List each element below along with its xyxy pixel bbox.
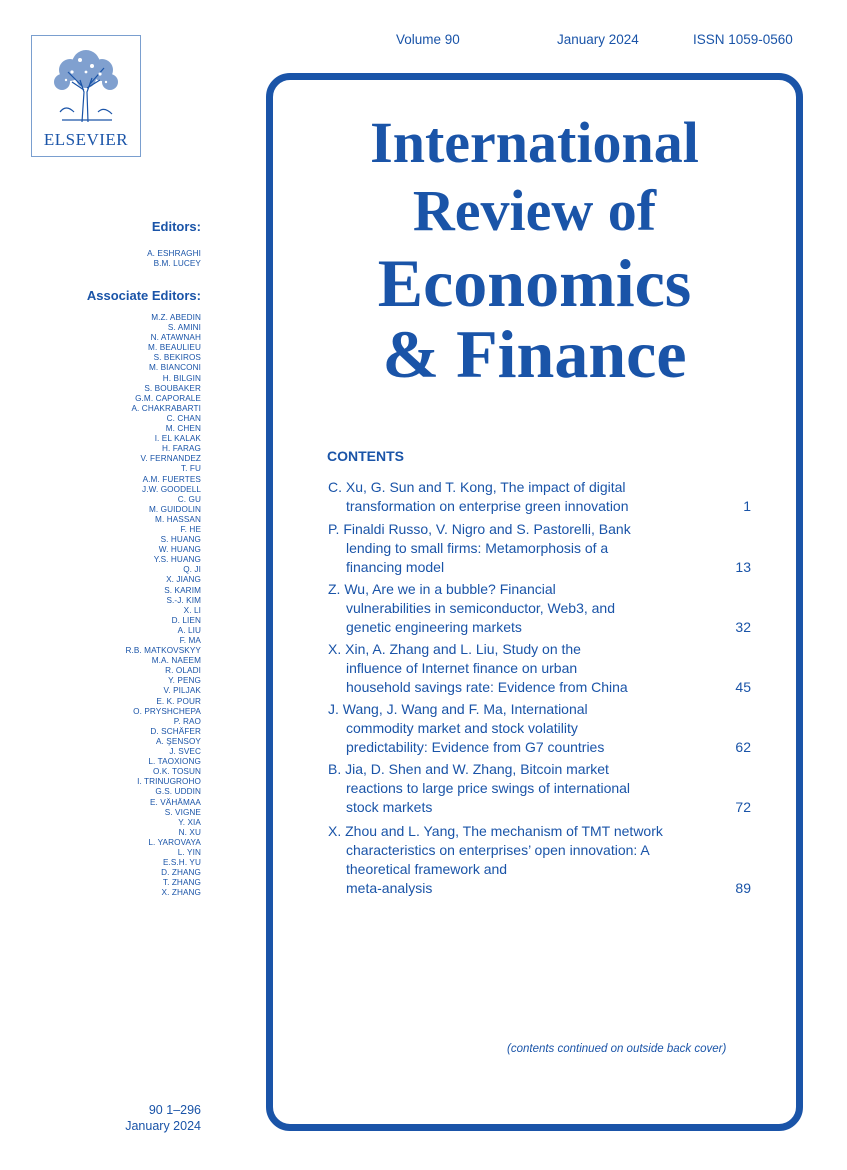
editor-name: N. XU bbox=[178, 827, 201, 837]
editor-name: J. SVEC bbox=[169, 747, 201, 757]
editor-name: M.Z. ABEDIN bbox=[151, 313, 201, 322]
editor-name: T. ZHANG bbox=[162, 878, 201, 888]
editor-name: A. ESHRAGHI bbox=[147, 249, 201, 258]
editor-name: A. CHAKRABARTI bbox=[131, 403, 201, 413]
editor-name: L. YAROVAYA bbox=[148, 837, 201, 847]
editor-name: X. ZHANG bbox=[161, 888, 201, 898]
entry-page-number: 13 bbox=[735, 559, 751, 575]
editor-name: M. HASSAN bbox=[155, 514, 201, 524]
editor-name: S. HUANG bbox=[160, 535, 201, 545]
editor-name: P. RAO bbox=[173, 716, 201, 726]
editor-name: S. BOUBAKER bbox=[144, 383, 201, 393]
volume-number: Volume 90 bbox=[396, 32, 460, 47]
editor-name: Y. PENG bbox=[168, 676, 201, 686]
editor-name: X. LI bbox=[183, 605, 201, 615]
editor-name: L. TAOXIONG bbox=[148, 757, 201, 767]
editor-name: C. CHAN bbox=[166, 413, 201, 423]
editor-name: M. CHEN bbox=[165, 424, 201, 434]
editor-name: R.B. MATKOVSKYY bbox=[125, 646, 201, 656]
editor-name: S. VIGNE bbox=[164, 807, 201, 817]
entry-page-number: 45 bbox=[735, 679, 751, 695]
entry-title-continued: meta-analysis bbox=[346, 880, 433, 896]
journal-title-line-1: International bbox=[370, 110, 699, 175]
editor-name: F. MA bbox=[179, 636, 201, 645]
associate-editors-heading: Associate Editors: bbox=[86, 288, 201, 303]
entry-title-continued: predictability: Evidence from G7 countries bbox=[346, 739, 605, 755]
associate-editors-list bbox=[125, 313, 201, 898]
entry-page-number: 62 bbox=[735, 739, 751, 755]
entry-title-continued: vulnerabilities in semiconductor, Web3, and bbox=[346, 600, 616, 616]
issue-range: 90 1–296 bbox=[148, 1103, 201, 1117]
editor-name: E. K. POUR bbox=[156, 696, 201, 706]
entry-page-number: 1 bbox=[743, 498, 751, 514]
entry-authors-title: P. Finaldi Russo, V. Nigro and S. Pastorelli, Bank bbox=[328, 521, 631, 537]
editor-name: Q. JI bbox=[183, 565, 201, 575]
entry-title-continued: transformation on enterprise green innovation bbox=[346, 498, 629, 514]
editor-name: V. PILJAK bbox=[163, 686, 201, 696]
editor-name: N. ATAWNAH bbox=[150, 333, 201, 343]
entry-authors-title: Z. Wu, Are we in a bubble? Financial bbox=[328, 581, 556, 597]
entry-authors-title: B. Jia, D. Shen and W. Zhang, Bitcoin market bbox=[328, 761, 609, 777]
editor-name: H. FARAG bbox=[161, 444, 201, 454]
editor-name: G.M. CAPORALE bbox=[135, 393, 201, 403]
entry-title-continued: stock markets bbox=[346, 799, 433, 815]
entry-page-number: 72 bbox=[735, 799, 751, 815]
editor-name: A. LIU bbox=[177, 625, 201, 635]
editor-name: G.S. UDDIN bbox=[155, 787, 201, 797]
entry-title-continued: influence of Internet finance on urban bbox=[346, 660, 578, 676]
editor-name: J.W. GOODELL bbox=[142, 484, 201, 494]
issn: ISSN 1059-0560 bbox=[693, 32, 793, 47]
editor-name: B.M. LUCEY bbox=[153, 259, 201, 269]
entry-title-continued: household savings rate: Evidence from China bbox=[346, 679, 628, 695]
entry-title-continued: theoretical framework and bbox=[346, 861, 508, 877]
editor-name: S. AMINI bbox=[167, 323, 201, 333]
editor-name: W. HUANG bbox=[158, 545, 201, 555]
editor-name: E.S.H. YU bbox=[162, 858, 201, 868]
editor-name: S.-J. KIM bbox=[166, 595, 201, 605]
publisher-name: ELSEVIER bbox=[43, 130, 129, 149]
entry-title-continued: lending to small firms: Metamorphosis of a bbox=[346, 540, 609, 556]
editor-name: D. ZHANG bbox=[161, 868, 201, 878]
editor-name: R. OLADI bbox=[165, 666, 201, 676]
editor-name: O. PRYSHCHEPA bbox=[133, 706, 201, 716]
editors-heading: Editors: bbox=[151, 219, 201, 234]
editor-name: V. FERNANDEZ bbox=[140, 454, 201, 464]
journal-title-line-2: Review of bbox=[412, 178, 657, 243]
editor-name: Y. XIA bbox=[178, 817, 201, 827]
entry-authors-title: X. Zhou and L. Yang, The mechanism of TMT network bbox=[328, 823, 663, 839]
editor-name: M. GUIDOLIN bbox=[148, 504, 201, 514]
contents-heading: CONTENTS bbox=[327, 448, 404, 464]
editors-list bbox=[147, 249, 201, 269]
journal-title-line-3: Economics bbox=[377, 245, 692, 321]
entry-authors-title: J. Wang, J. Wang and F. Ma, International bbox=[328, 701, 588, 717]
editor-name: M. BEAULIEU bbox=[148, 343, 201, 353]
journal-title-line-4: & Finance bbox=[382, 316, 687, 392]
editor-name: D. LIEN bbox=[171, 615, 201, 625]
editor-name: D. SCHÄFER bbox=[150, 726, 201, 736]
entry-page-number: 89 bbox=[735, 880, 751, 896]
editor-name: I. TRINUGROHO bbox=[137, 777, 201, 787]
entry-title-continued: characteristics on enterprises’ open innovation: A bbox=[346, 842, 650, 858]
entry-authors-title: C. Xu, G. Sun and T. Kong, The impact of digital bbox=[328, 479, 626, 495]
editor-name: Y.S. HUANG bbox=[153, 555, 201, 565]
editor-name: H. BILGIN bbox=[162, 373, 201, 383]
editor-name: X. JIANG bbox=[166, 575, 201, 585]
publisher-logo bbox=[31, 35, 141, 157]
issue-info-date: January 2024 bbox=[125, 1119, 201, 1133]
editor-name: A.M. FUERTES bbox=[142, 474, 201, 484]
editor-name: F. HE bbox=[180, 524, 201, 534]
entry-title-continued: financing model bbox=[346, 559, 445, 575]
editor-name: T. FU bbox=[180, 464, 201, 474]
editor-name: E. VÄHÄMAA bbox=[149, 797, 201, 807]
editor-name: I. EL KALAK bbox=[154, 434, 201, 444]
issue-info bbox=[125, 1102, 201, 1134]
editor-name: S. KARIM bbox=[164, 585, 201, 595]
editor-name: L. YIN bbox=[177, 847, 201, 857]
entry-authors-title: X. Xin, A. Zhang and L. Liu, Study on the bbox=[328, 641, 581, 657]
editor-name: A. ŞENSOY bbox=[155, 736, 201, 746]
editor-name: C. GU bbox=[177, 494, 201, 504]
entry-title-continued: reactions to large price swings of international bbox=[346, 780, 631, 796]
editor-name: M.A. NAEEM bbox=[151, 656, 201, 666]
entry-title-continued: commodity market and stock volatility bbox=[346, 720, 578, 736]
issue-date: January 2024 bbox=[557, 32, 639, 47]
elsevier-tree-icon bbox=[42, 42, 130, 130]
entry-page-number: 32 bbox=[735, 619, 751, 635]
contents-continued-note: (contents continued on outside back cover) bbox=[507, 1043, 727, 1055]
editor-name: S. BEKIROS bbox=[153, 353, 201, 363]
editor-name: M. BIANCONI bbox=[148, 363, 201, 373]
editor-name: O.K. TOSUN bbox=[152, 767, 201, 777]
entry-title-continued: genetic engineering markets bbox=[346, 619, 522, 635]
